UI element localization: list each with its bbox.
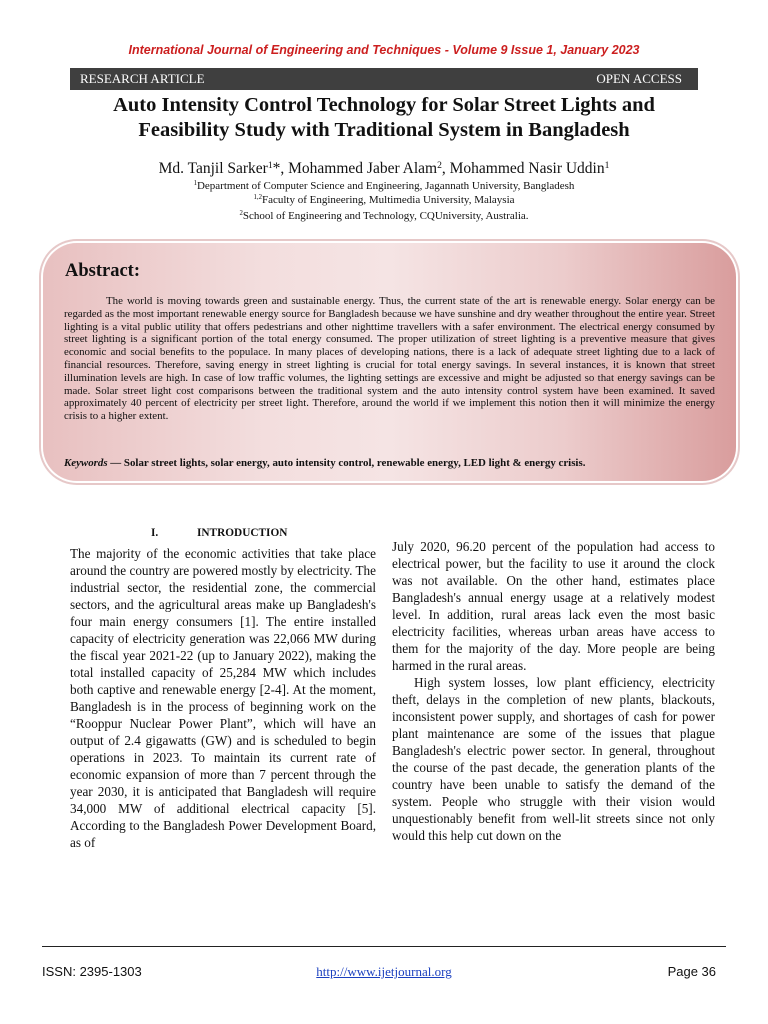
- keywords-dash: —: [107, 457, 124, 469]
- open-access-label: OPEN ACCESS: [596, 71, 682, 86]
- footer-divider: [42, 946, 726, 947]
- affiliation-sup: 1,2: [253, 194, 262, 202]
- author-sup: 1: [267, 159, 273, 171]
- page-number: Page 36: [667, 964, 716, 979]
- keywords-line: [64, 457, 724, 469]
- title-line-2: Feasibility Study with Traditional System in Bangladesh: [138, 119, 630, 141]
- paper-title: [40, 93, 728, 143]
- title-line-1: Auto Intensity Control Technology for Solar Street Lights and: [113, 94, 655, 116]
- affiliation: [0, 180, 768, 192]
- author-name: Mohammed Nasir Uddin: [449, 160, 605, 177]
- body-paragraph: The majority of the economic activities that take place around the country are powered mostly by electricity. The industrial sector, the residential zone, the commercial sectors, and the agricultural areas make up Bangladesh's four main energy consumers [1]. The entire installed capacity of electricity generation was 22,066 MW during the fiscal year 2021-22 (up to January 2022), making the total installed capacity of 25,284 MW which includes both captive and renewable energy [2-4]. At the moment, Bangladesh is in the process of beginning work on the “Rooppur Nuclear Power Plant”, which will have an output of 2.4 gigawatts (GW) and is scheduled to begin operations in 2023. To maintain its current rate of economic expansion of more than 7 percent through the year 2030, it is anticipated that Bangladesh will require 34,000 MW of additional electrical capacity [5]. According to the Bangladesh Power Development Board, as of: [70, 546, 376, 850]
- body-paragraph: July 2020, 96.20 percent of the population had access to electrical power, but the facility to use it around the clock was not available. On the other hand, estimates place Bangladesh's annual energy usage at a relatively modest level. In addition, rural areas lack even the most basic electricity facilities, whereas urban areas have access to them for the majority of the day. More people are being harmed in the rural areas.: [392, 539, 715, 673]
- keywords-list: Solar street lights, solar energy, auto intensity control, renewable energy, LED light & energy crisis.: [123, 457, 586, 469]
- affiliation-sup: 2: [239, 210, 243, 218]
- affiliation-text: Faculty of Engineering, Multimedia University, Malaysia: [261, 194, 515, 206]
- author-sep: ,: [441, 160, 450, 177]
- article-type-bar: [70, 68, 698, 90]
- author-sep: *,: [272, 160, 289, 177]
- author-list: [0, 160, 768, 178]
- keywords-label: Keywords: [64, 457, 108, 469]
- abstract-heading: Abstract:: [65, 261, 141, 281]
- affiliation-sup: 1: [193, 180, 197, 188]
- body-paragraph: High system losses, low plant efficiency, electricity theft, delays in the completion of new plants, blackouts, inconsistent power supply, and shortages of cash for power plant maintenance are some of the issues that plague Bangladesh's electric power sector. In general, throughout the course of the past decade, the generation plants of the country have been unable to satisfy the demand of the system. People who struggle with their vision would unquestionably benefit from well-lit streets since not only would this help cut down on the: [392, 675, 715, 843]
- abstract-text: The world is moving towards green and sustainable energy. Thus, the current state of the art is renewable energy. Solar energy can be regarded as the most important renewable energy source for Bangladesh because we have sunshine and dry weather throughout the entire year. Street lighting is a vital public utility that offers pedestrians and other nighttime travellers with a safer environment. The electrical energy consumed by street lighting is a significant portion of the total energy consumed. The proper utilization of street lighting is a preventive measure that gives economic and social benefits to the populace. In many places of developing nations, there is a lack of adequate street lighting due to a lack of financial resources. Therefore, saving energy in street lighting is crucial for total energy savings. In several instances, it is known that street illumination levels are high. In case of low traffic volumes, the lighting settings are excessive and might be adjusted so that energy savings can be made. Solar street light cost comparisons between the traditional system and the auto intensity control system have been examined. It saved approximately 40 percent of electricity per street light. Therefore, around the world if we implement this notion then it will minimize the energy crisis to a higher extent.: [64, 295, 715, 423]
- author-name: Md. Tanjil Sarker: [158, 160, 268, 177]
- issn-label: ISSN: 2395-1303: [42, 964, 142, 979]
- abstract-box: [43, 243, 736, 481]
- research-article-label: RESEARCH ARTICLE: [80, 71, 205, 86]
- affiliation: [0, 210, 768, 222]
- author-sup: 2: [437, 159, 442, 171]
- journal-header: International Journal of Engineering and Techniques - Volume 9 Issue 1, January 2023: [128, 43, 640, 57]
- section-title: INTRODUCTION: [197, 527, 288, 539]
- author-sup: 1: [604, 159, 610, 171]
- affiliation: [0, 194, 768, 206]
- right-column: [392, 538, 715, 844]
- affiliation-text: School of Engineering and Technology, CQUniversity, Australia.: [242, 210, 529, 222]
- left-column: [70, 545, 376, 851]
- author-name: Mohammed Jaber Alam: [288, 160, 438, 177]
- affiliation-text: Department of Computer Science and Engineering, Jagannath University, Bangladesh: [196, 180, 575, 192]
- journal-link[interactable]: http://www.ijetjournal.org: [316, 964, 452, 979]
- section-number: I.: [151, 527, 159, 539]
